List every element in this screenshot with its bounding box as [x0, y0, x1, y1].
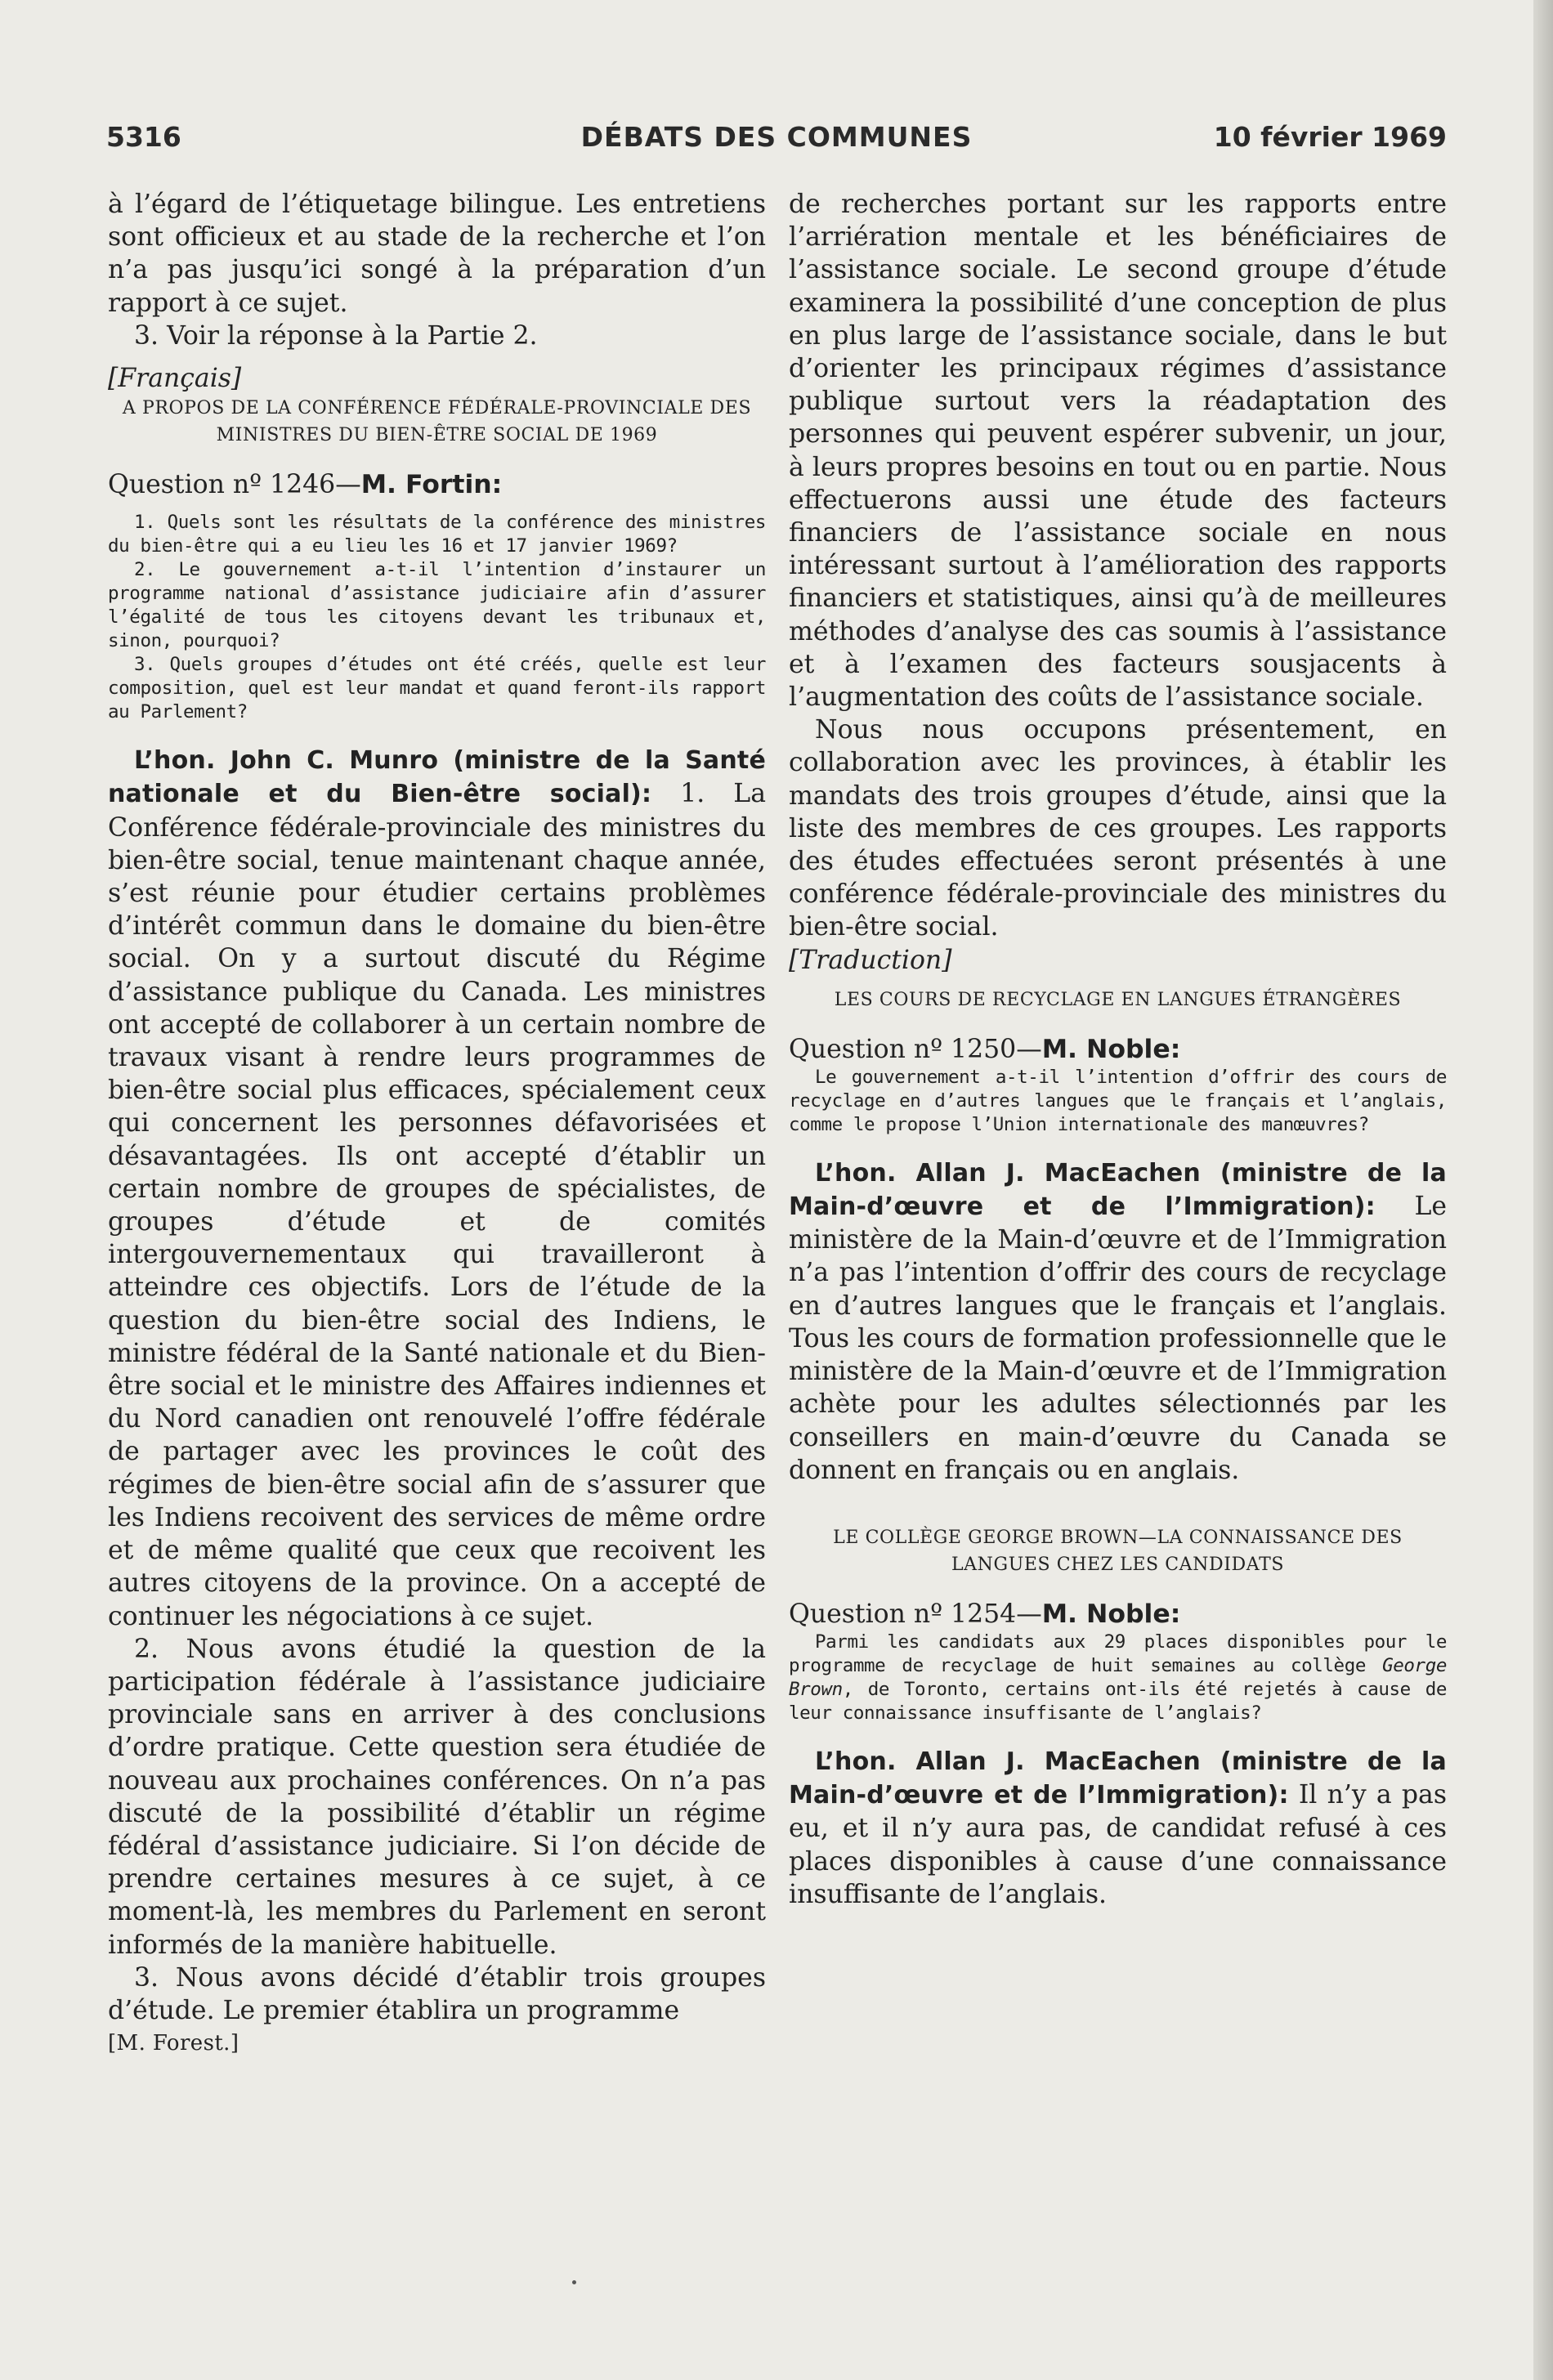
page-number: 5316	[106, 121, 181, 153]
question-line-1254	[789, 1598, 1447, 1631]
answer-paragraph-2: 2. Nous avons étudié la question de la participation fédérale à l’assistance judiciaire provinciale sans en arriver à des conclusions d’ordre pratique. Cette question sera étudiée de nouveau aux prochaines conférences. On n’a pas discuté de la possibilité d’établir un régime fédéral d’assistance judiciaire. Si l’on décide de prendre certaines mesures à ce sujet, à ce moment-là, les membres du Parlement en seront informés de la manière habituelle.	[108, 1634, 766, 1960]
answer-speaker: L’hon. Allan J. MacEachen (ministre de la Main-d’œuvre et de l’Immigration):	[789, 1747, 1447, 1810]
right-column	[789, 188, 1447, 1911]
question-text-1250: Le gouvernement a-t-il l’intention d’offrir des cours de recyclage en d’autres langues que le français et l’anglais, comme le propose l’Union internationale des manœuvres?	[789, 1066, 1447, 1135]
page-header	[106, 121, 1447, 167]
question-text-1254: Parmi les candidats aux 29 places disponibles pour le programme de recyclage de huit semaines au collège George Brown, de Toronto, certains ont-ils été rejetés à cause de leur connaissance insuffisante de l’anglais?	[789, 1631, 1447, 1724]
answer-speaker: L’hon. Allan J. MacEachen (ministre de la Main-d’œuvre et de l’Immigration):	[789, 1158, 1447, 1222]
question-number: Question nº 1250—	[789, 1034, 1042, 1064]
paragraph-reference: 3. Voir la réponse à la Partie 2.	[134, 320, 538, 351]
page-edge-shadow	[1533, 0, 1553, 2380]
answer-paragraph-1250	[789, 1156, 1447, 1487]
question-number: Question nº 1246—	[108, 470, 361, 500]
question-item-3: 3. Quels groupes d’études ont été créés, quelle est leur composition, quel est leur mandat et quand feront-ils rapport au Parlement?	[108, 654, 766, 723]
answer-paragraph-1	[108, 744, 766, 1632]
speaker-footer-note: [M. Forest.]	[108, 2031, 239, 2056]
question-item-2: 2. Le gouvernement a-t-il l’intention d’instaurer un programme national d’assistance judiciaire afin d’assurer l’égalité de tous les citoyens devant les tribunaux et, sinon, pourquoi?	[108, 559, 766, 652]
answer-speaker: L’hon. John C. Munro (ministre de la Santé nationale et du Bien-être social):	[108, 746, 766, 809]
question-author: M. Noble:	[1041, 1599, 1181, 1629]
answer-text: Il n’y a pas eu, et il n’y aura pas, de candidat refusé à ces places disponibles à cause d’une connaissance insuffisante de l’anglais.	[789, 1780, 1447, 1909]
language-tag-right: [Traduction]	[789, 945, 952, 975]
paragraph-mandates: Nous nous occupons présentement, en collaboration avec les provinces, à établir les mandats des trois groupes d’étude, ainsi que la liste des membres de ces groupes. Les rapports des études effectuées seront présentés à une conférence fédérale-provinciale des ministres du bien-être social.	[789, 715, 1447, 942]
answer-text-1: 1. La Conférence fédérale-provinciale des ministres du bien-être social, tenue maintenant chaque année, s’est réunie pour étudier certains problèmes d’intérêt commun dans le domaine du bien-être social. On y a surtout discuté du Régime d’assistance publique du Canada. Les ministres ont accepté de collaborer à un certain nombre de travaux visant à rendre leurs programmes de bien-être social plus efficaces, spécialement ceux qui concernent les personnes défavorisées et désavantagées. Ils ont accepté d’établir un certain nombre de groupes de spécialistes, de groupes d’étude et de comités intergouvernementaux qui travailleront à atteindre ces objectifs. Lors de l’étude de la question du bien-être social des Indiens, le ministre fédéral de la Santé nationale et du Bien-être social et le ministre des Affaires indiennes et du Nord canadien ont renouvelé l’offre fédérale de partager avec les provinces le coût des régimes de bien-être social afin de s’assurer que les Indiens recoivent des services de même ordre et de même qualité que ceux que recoivent les autres citoyens de la province. On a accepté de continuer les négociations à ce sujet.	[108, 779, 767, 1631]
language-tag: [Français]	[108, 364, 242, 394]
question-author: M. Fortin:	[360, 470, 503, 500]
issue-date: 10 février 1969	[1213, 121, 1447, 153]
answer-text: Le ministère de la Main-d’œuvre et de l’Immigration n’a pas l’intention d’offrir des cours de recyclage en d’autres langues que le français et l’anglais. Tous les cours de formation professionnelle que le ministère de la Main-d’œuvre et de l’Immigration achète pour les adultes sélectionnés par les conseillers en main-d’œuvre du Canada se donnent en français ou en anglais.	[789, 1192, 1447, 1485]
answer-paragraph-3: 3. Nous avons décidé d’établir trois groupes d’étude. Le premier établira un programme	[108, 1962, 766, 2025]
print-speck	[572, 2280, 576, 2284]
answer-paragraph-1254	[789, 1745, 1447, 1911]
paragraph-continued: à l’égard de l’étiquetage bilingue. Les entretiens sont officieux et au stade de la recherche et l’on n’a pas jusqu’ici songé à la préparation d’un rapport à ce sujet.	[108, 190, 766, 318]
section-heading-george-brown: LE COLLÈGE GEORGE BROWN—LA CONNAISSANCE DES LANGUES CHEZ LES CANDIDATS	[833, 1527, 1403, 1575]
question-line	[108, 468, 766, 501]
section-heading-recycling: LES COURS DE RECYCLAGE EN LANGUES ÉTRANGÈRES	[834, 989, 1402, 1010]
left-column	[108, 188, 766, 2060]
question-author: M. Noble:	[1041, 1034, 1181, 1064]
question-line-1250	[789, 1033, 1447, 1066]
paragraph-continued-right: de recherches portant sur les rapports entre l’arriération mentale et les bénéficiaires de l’assistance sociale. Le second groupe d’étude examinera la possibilité d’une conception de plus en plus large de l’assistance sociale, dans le but d’orienter les principaux régimes d’assistance publique surtout vers la réadaptation des personnes qui peuvent espérer subvenir, un jour, à leurs propres besoins en tout ou en partie. Nous effectuerons aussi une étude des facteurs financiers de l’assistance sociale en nous intéressant surtout à l’amélioration des rapports financiers et statistiques, ainsi qu’à de meilleures méthodes d’analyse des cas soumis à l’assistance et à l’examen des facteurs sousjacents à l’augmentation des coûts de l’assistance sociale.	[789, 190, 1447, 713]
question-item-1: 1. Quels sont les résultats de la conférence des ministres du bien-être qui a eu lieu les 16 et 17 janvier 1969?	[108, 512, 766, 557]
question-number: Question nº 1254—	[789, 1599, 1042, 1629]
section-heading: A PROPOS DE LA CONFÉRENCE FÉDÉRALE-PROVINCIALE DES MINISTRES DU BIEN-ÊTRE SOCIAL DE 1969	[122, 398, 752, 446]
journal-title: DÉBATS DES COMMUNES	[580, 121, 973, 153]
